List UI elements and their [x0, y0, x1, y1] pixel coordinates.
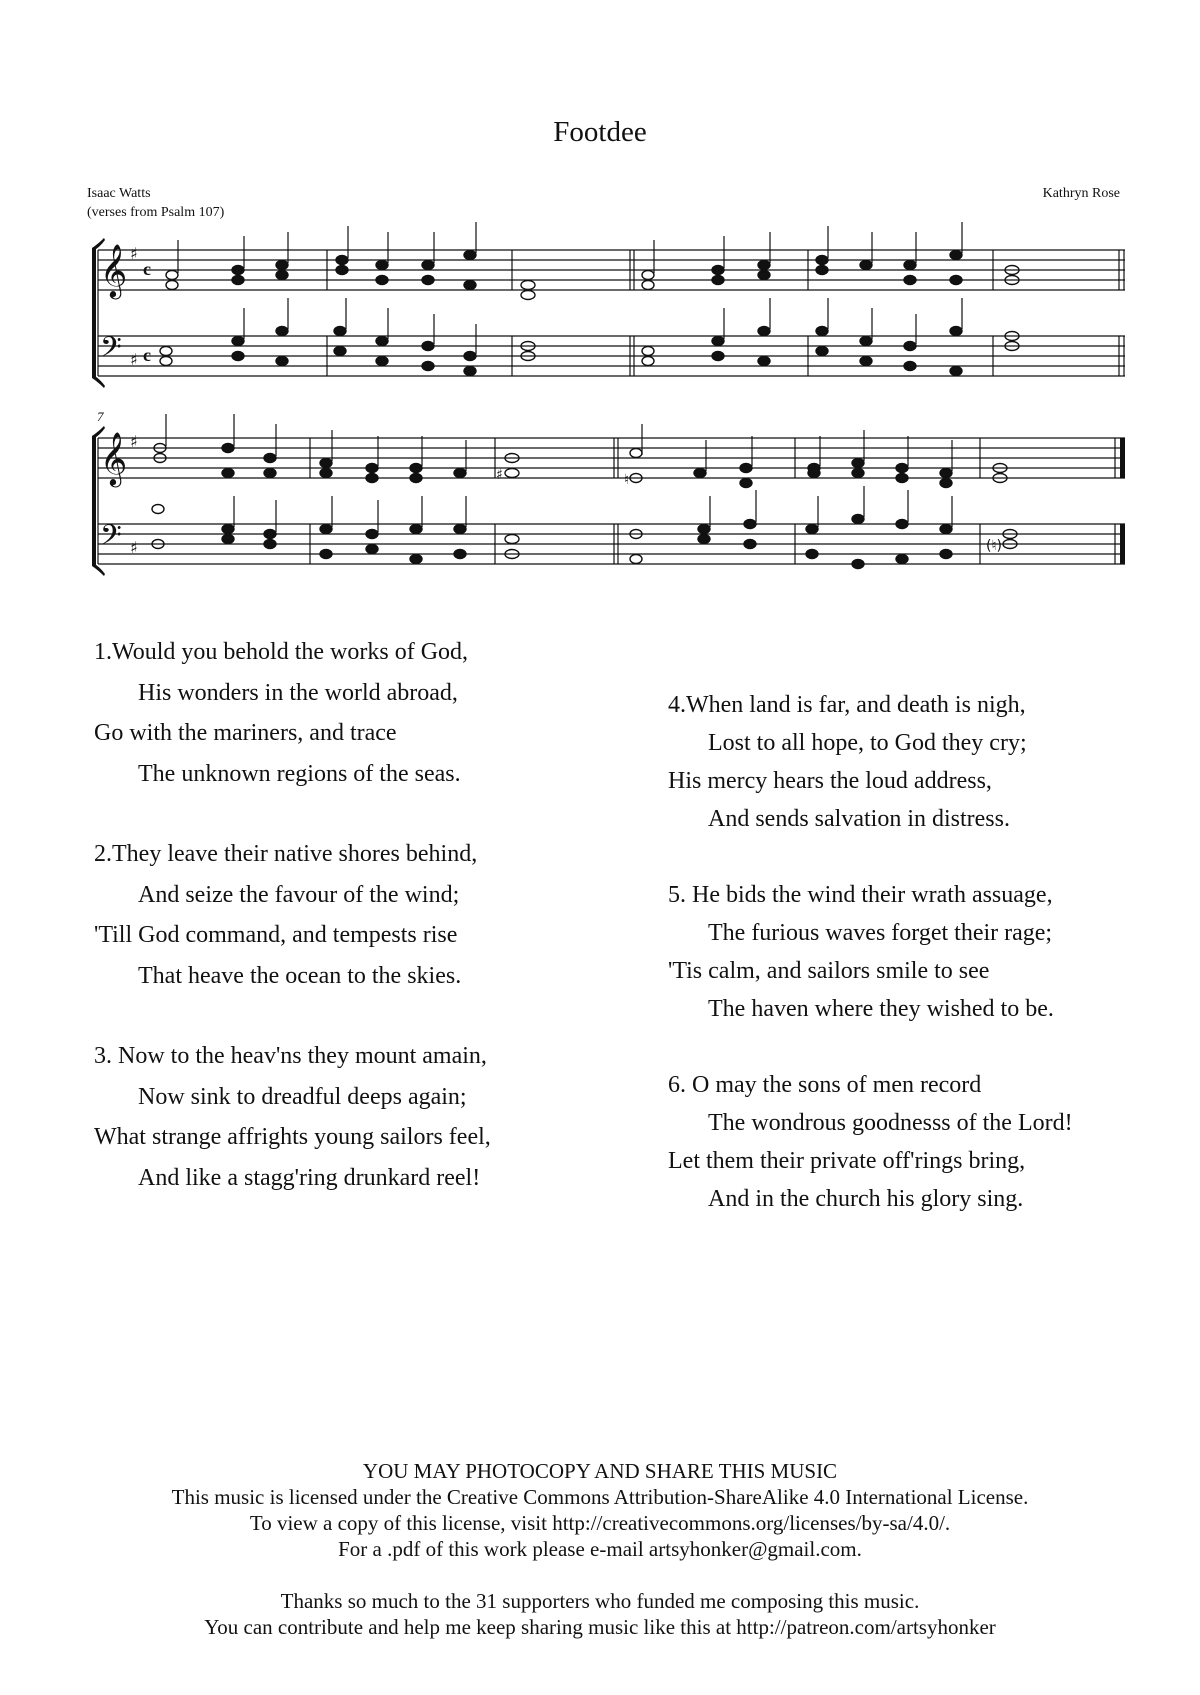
treble-clef-icon: 𝄞 [100, 243, 128, 297]
verse-line: That heave the ocean to the skies. [138, 962, 462, 989]
common-time-icon: c [143, 345, 151, 365]
final-barline [1120, 438, 1125, 564]
patreon-link-text: You can contribute and help me keep sharing music like this at http://patreon.com/artsyhonker [204, 1615, 996, 1639]
verse-line [94, 1036, 654, 1077]
hymn-title: Footdee [553, 116, 647, 148]
verse-6 [668, 1066, 1188, 1218]
verse-line: His wonders in the world abroad, [138, 679, 458, 706]
verse-text: O may the sons of men record [692, 1072, 982, 1098]
system-2-treble-staff [98, 438, 1125, 478]
sharp-icon: ♯ [130, 538, 138, 557]
verse-line: The haven where they wished to be. [708, 996, 1054, 1022]
common-time-icon: c [143, 259, 151, 279]
verse-1 [94, 632, 654, 794]
verse-text: When land is far, and death is nigh, [686, 692, 1026, 718]
noteheads [152, 251, 1019, 569]
verse-number: 2. [94, 841, 112, 867]
verse-4 [668, 686, 1188, 838]
measure-number: 7 [97, 409, 104, 424]
photocopy-notice: YOU MAY PHOTOCOPY AND SHARE THIS MUSIC [362, 1459, 838, 1483]
system-2-bass-staff [98, 524, 1125, 564]
bass-clef-icon: 𝄢 [100, 519, 122, 559]
verse-line: The unknown regions of the seas. [138, 760, 461, 787]
verse-line: 'Tis calm, and sailors smile to see [668, 958, 990, 984]
sharp-icon: ♯ [130, 244, 138, 263]
verse-line [94, 834, 654, 875]
verse-line: And seize the favour of the wind; [138, 881, 460, 908]
verse-line: The wondrous goodnesss of the Lord! [708, 1110, 1073, 1136]
license-statement: This music is licensed under the Creative Commons Attribution-ShareAlike 4.0 International License. [171, 1485, 1029, 1509]
verse-line: What strange affrights young sailors feel, [94, 1124, 491, 1150]
natural-icon: (♮) [986, 538, 1002, 554]
verse-line: The furious waves forget their rage; [708, 920, 1053, 946]
music-score [0, 0, 1200, 600]
pdf-contact-text: For a .pdf of this work please e-mail artsyhonker@gmail.com. [338, 1537, 862, 1561]
verse-line [94, 632, 654, 673]
verse-line [668, 686, 1188, 724]
barlines [98, 250, 1124, 564]
verse-line: Let them their private off'rings bring, [668, 1148, 1026, 1174]
verse-2 [94, 834, 654, 996]
verse-number: 5. [668, 882, 686, 908]
system-1-bass-staff [98, 336, 1125, 376]
verse-text: Would you behold the works of God, [112, 639, 469, 665]
sharp-icon: ♯ [496, 467, 503, 483]
verse-line [668, 1066, 1188, 1104]
verse-number: 1. [94, 639, 112, 665]
verse-number: 4. [668, 692, 686, 718]
verse-line: Lost to all hope, to God they cry; [708, 730, 1027, 756]
license-footer [0, 1458, 1200, 1640]
verse-source: (verses from Psalm 107) [87, 205, 225, 220]
verse-line: And sends salvation in distress. [708, 806, 1010, 832]
verse-number: 3. [94, 1043, 112, 1069]
treble-clef-icon: 𝄞 [100, 431, 128, 485]
verse-5 [668, 876, 1188, 1028]
supporters-thanks: Thanks so much to the 31 supporters who funded me composing this music. [280, 1589, 920, 1613]
bass-clef-icon: 𝄢 [100, 331, 122, 371]
verse-line: And in the church his glory sing. [708, 1186, 1024, 1212]
verse-line: 'Till God command, and tempests rise [94, 922, 458, 948]
verses-right-column [668, 686, 1188, 1256]
verse-line: And like a stagg'ring drunkard reel! [138, 1164, 481, 1191]
verse-line: Now sink to dreadful deeps again; [138, 1083, 467, 1110]
verse-text: Now to the heav'ns they mount amain, [118, 1043, 487, 1069]
verse-line: Go with the mariners, and trace [94, 720, 397, 746]
sharp-icon: ♯ [130, 350, 138, 369]
verse-line [668, 876, 1188, 914]
verse-number: 6. [668, 1072, 686, 1098]
verse-text: He bids the wind their wrath assuage, [692, 882, 1053, 908]
system-1-treble-staff [98, 250, 1125, 290]
composer-credit: Kathryn Rose [1042, 186, 1120, 201]
natural-icon: ♮ [624, 472, 630, 488]
verses-left-column [94, 632, 654, 1238]
verse-text: They leave their native shores behind, [112, 841, 478, 867]
author-name: Isaac Watts [87, 186, 151, 201]
sharp-icon: ♯ [130, 432, 138, 451]
license-link-text: To view a copy of this license, visit http://creativecommons.org/licenses/by-sa/4.0/. [249, 1511, 951, 1535]
verse-3 [94, 1036, 654, 1198]
verse-line: His mercy hears the loud address, [668, 768, 992, 794]
